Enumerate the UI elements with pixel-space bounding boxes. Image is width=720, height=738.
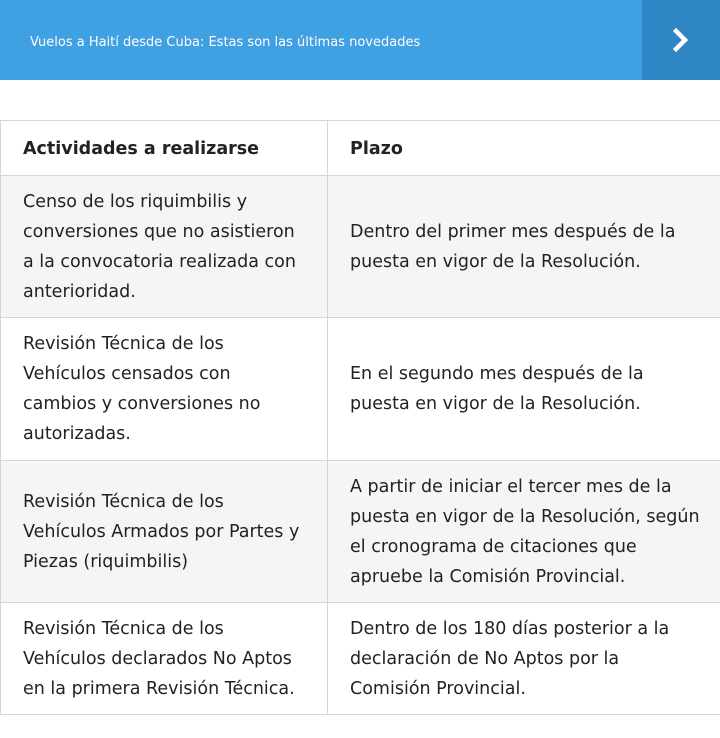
chevron-right-icon (670, 27, 692, 53)
table-row (1, 176, 720, 318)
next-news-button[interactable] (642, 0, 720, 80)
deadline-cell: Dentro del primer mes después de la puesta en vigor de la Resolución. (328, 176, 720, 318)
table-row (1, 461, 720, 603)
deadline-cell: A partir de iniciar el tercer mes de la puesta en vigor de la Resolución, según el cronograma de citaciones que apruebe la Comisión Provincial. (328, 461, 720, 603)
activity-cell: Revisión Técnica de los Vehículos censados con cambios y conversiones no autorizadas. (1, 318, 328, 461)
deadline-cell: En el segundo mes después de la puesta en vigor de la Resolución. (328, 318, 720, 461)
column-header-deadline: Plazo (328, 121, 720, 176)
activity-cell: Censo de los riquimbilis y conversiones que no asistieron a la convocatoria realizada con anterioridad. (1, 176, 328, 318)
news-banner[interactable] (0, 0, 720, 80)
deadline-cell: Dentro de los 180 días posterior a la declaración de No Aptos por la Comisión Provincial. (328, 603, 720, 715)
activity-cell: Revisión Técnica de los Vehículos declarados No Aptos en la primera Revisión Técnica. (1, 603, 328, 715)
news-banner-link[interactable]: Vuelos a Haití desde Cuba: Estas son las últimas novedades (30, 35, 421, 50)
activity-cell: Revisión Técnica de los Vehículos Armados por Partes y Piezas (riquimbilis) (1, 461, 328, 603)
table-row (1, 318, 720, 461)
column-header-activities: Actividades a realizarse (1, 121, 328, 176)
table-row (1, 603, 720, 715)
table-header-row (1, 121, 720, 176)
schedule-table-container (0, 120, 720, 715)
schedule-table (0, 120, 720, 715)
